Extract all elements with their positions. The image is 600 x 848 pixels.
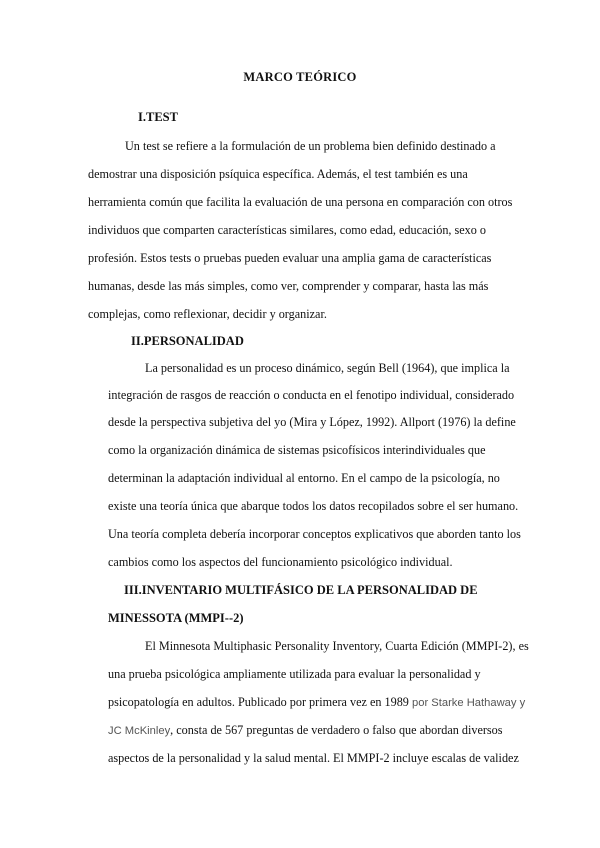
section-heading-personalidad: II.PERSONALIDAD xyxy=(131,334,244,348)
section-heading-mmpi-line1: III.INVENTARIO MULTIFÁSICO DE LA PERSONALIDAD DE xyxy=(124,583,478,597)
paragraph-line: una prueba psicológica ampliamente utilizada para evaluar la personalidad y xyxy=(108,667,481,681)
paragraph-line: desde la perspectiva subjetiva del yo (Mira y López, 1992). Allport (1976) la define xyxy=(108,415,516,429)
paragraph-line: herramienta común que facilita la evaluación de una persona en comparación con otros xyxy=(88,195,513,209)
paragraph-line xyxy=(108,695,525,710)
paragraph-line xyxy=(108,723,503,738)
page-title: MARCO TEÓRICO xyxy=(243,70,357,84)
section-heading-mmpi-line2: MINESSOTA (MMPI--2) xyxy=(108,611,244,625)
paragraph-line: El Minnesota Multiphasic Personality Inventory, Cuarta Edición (MMPI-2), es xyxy=(145,639,529,653)
paragraph-line: aspectos de la personalidad y la salud mental. El MMPI-2 incluye escalas de validez xyxy=(108,751,519,765)
paragraph-text: , consta de 567 preguntas de verdadero o falso que abordan diversos xyxy=(170,723,503,737)
paragraph-line: existe una teoría única que abarque todos los datos recopilados sobre el ser humano. xyxy=(108,499,519,513)
paragraph-line: humanas, desde las más simples, como ver, comprender y comparar, hasta las más xyxy=(88,279,489,293)
paragraph-line: La personalidad es un proceso dinámico, según Bell (1964), que implica la xyxy=(145,361,510,375)
paragraph-line: determinan la adaptación individual al entorno. En el campo de la psicología, no xyxy=(108,471,500,485)
paragraph-text-sans: JC McKinley xyxy=(108,725,171,737)
section-heading-test: I.TEST xyxy=(138,110,178,124)
paragraph-line: cambios como los aspectos del funcionamiento psicológico individual. xyxy=(108,555,453,569)
paragraph-line: demostrar una disposición psíquica específica. Además, el test también es una xyxy=(88,167,468,181)
paragraph-line: como la organización dinámica de sistemas psicofísicos interindividuales que xyxy=(108,443,486,457)
paragraph-line: Un test se refiere a la formulación de un problema bien definido destinado a xyxy=(125,139,496,153)
paragraph-line: Una teoría completa debería incorporar conceptos explicativos que aborden tanto los xyxy=(108,527,521,541)
paragraph-line: profesión. Estos tests o pruebas pueden evaluar una amplia gama de características xyxy=(88,251,492,265)
paragraph-text: psicopatología en adultos. Publicado por primera vez en 1989 xyxy=(108,695,409,709)
paragraph-line: complejas, como reflexionar, decidir y organizar. xyxy=(88,307,327,321)
paragraph-line: integración de rasgos de reacción o conducta en el fenotipo individual, considerado xyxy=(108,388,515,402)
paragraph-text-sans: por Starke Hathaway y xyxy=(408,697,526,709)
paragraph-line: individuos que comparten características similares, como edad, educación, sexo o xyxy=(88,223,486,237)
